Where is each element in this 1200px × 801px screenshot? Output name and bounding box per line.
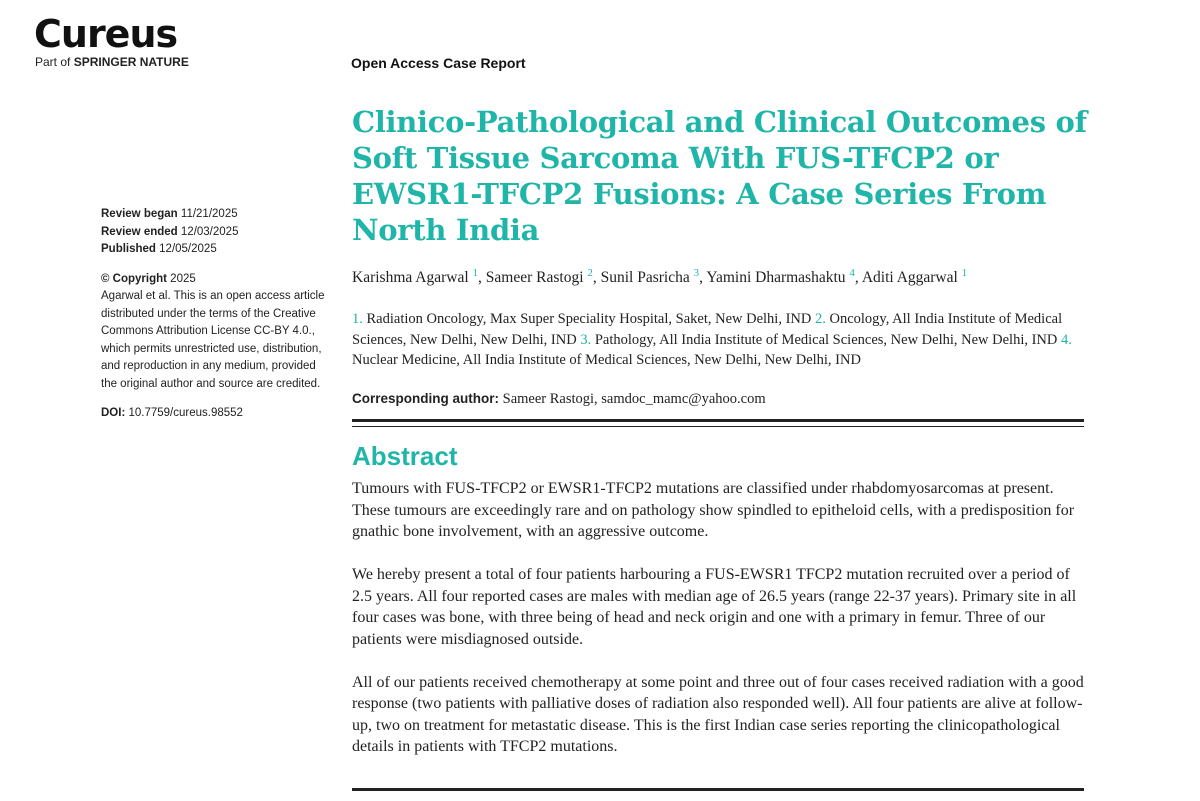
- doi-link[interactable]: 10.7759/cureus.98552: [128, 407, 243, 419]
- published-row: [101, 241, 326, 259]
- article-sidebar: [101, 206, 326, 423]
- affiliation-text: Pathology, All India Institute of Medical Sciences, New Delhi, New Delhi, IND: [594, 331, 1058, 348]
- divider-thin: [352, 426, 1084, 427]
- author-affiliation-ref: 4: [849, 267, 855, 279]
- abstract-paragraph: We hereby present a total of four patients harbouring a FUS-EWSR1 TFCP2 mutation recruited over a period of 2.5 years. All four reported cases are males with median age of 26.5 years (range 22-37 years). Primary site in all four cases was bone, with three being of head and neck origin and one with a primary in femur. Three of our patients were misdiagnosed outside.: [352, 566, 1077, 648]
- logo-sub-brand: SPRINGER NATURE: [73, 55, 189, 69]
- article-header: [352, 104, 1092, 408]
- corresponding-author: [352, 391, 1092, 408]
- author-name[interactable]: Karishma Agarwal: [352, 269, 469, 287]
- copyright-label: © Copyright: [101, 272, 167, 285]
- abstract-paragraph: All of our patients received chemotherapy at some point and three out of four cases received radiation with a good response (two patients with palliative doses of radiation also responded well). All four patients are alive at follow-up, two on treatment for metastatic disease. This is the first Indian case series reporting the clinicopathological details in patients with TFCP2 mutations.: [352, 673, 1084, 755]
- affiliation-number: 2.: [814, 311, 826, 328]
- author-name[interactable]: Yamini Dharmashaktu: [706, 269, 846, 287]
- logo-publisher-line: [35, 55, 189, 69]
- author-name[interactable]: Sunil Pasricha: [600, 269, 690, 287]
- published-date: 12/05/2025: [159, 243, 217, 255]
- review-began-row: [101, 206, 326, 224]
- affiliation-text: Nuclear Medicine, All India Institute of Medical Sciences, New Delhi, New Delhi, IND: [352, 352, 861, 369]
- cureus-logo[interactable]: [34, 14, 189, 69]
- review-began-label: Review began: [101, 208, 178, 220]
- author-separator: ,: [592, 269, 601, 287]
- corresponding-label: Corresponding author:: [352, 390, 499, 406]
- review-ended-label: Review ended: [101, 225, 178, 238]
- abstract-paragraph: Tumours with FUS-TFCP2 or EWSR1-TFCP2 mutations are classified under rhabdomyosarcomas at present. These tumours are exceedingly rare and on pathology show spindled to epitheloid cells, with a predisposition for gnathic bone involvement, with an aggressive outcome.: [352, 480, 1075, 540]
- author-list: [352, 267, 1092, 287]
- affiliation-text: Radiation Oncology, Max Super Speciality Hospital, Saket, New Delhi, IND: [366, 311, 812, 328]
- abstract-body: [352, 478, 1092, 779]
- published-label: Published: [101, 243, 156, 255]
- divider-bottom: [352, 788, 1084, 791]
- divider-thick: [352, 419, 1084, 422]
- corresponding-text[interactable]: Sameer Rastogi, samdoc_mamc@yahoo.com: [502, 390, 766, 407]
- author-affiliation-ref: 1: [961, 267, 968, 279]
- logo-sub-prefix: Part of: [35, 55, 71, 69]
- review-ended-date: 12/03/2025: [180, 225, 239, 238]
- author-name[interactable]: Aditi Aggarwal: [861, 269, 958, 287]
- copyright-row: [101, 271, 326, 289]
- license-text: Agarwal et al. This is an open access article distributed under the terms of the Creative Commons Attribution License CC-BY 4.0., which permits unrestricted use, distribution, and reproduction in any medium, provided the original author and source are credited.: [101, 290, 325, 390]
- doi-row: [101, 405, 326, 423]
- review-began-date: 11/21/2025: [180, 208, 238, 220]
- article-type: Open Access Case Report: [351, 55, 526, 71]
- copyright-year: 2025: [170, 272, 196, 285]
- doi-label: DOI:: [101, 407, 126, 419]
- author-affiliation-ref: 1: [472, 267, 479, 279]
- affiliation-number: 1.: [352, 311, 363, 328]
- review-ended-row: [101, 224, 326, 242]
- affiliation-number: 4.: [1061, 331, 1072, 348]
- abstract-heading: Abstract: [352, 441, 458, 471]
- author-affiliation-ref: 2: [587, 267, 593, 279]
- article-title: Clinico-Pathological and Clinical Outcomes of Soft Tissue Sarcoma With FUS-TFCP2 or EWSR1-TFCP2 Fusions: A Case Series From North India: [352, 105, 1087, 247]
- author-separator: ,: [854, 269, 862, 287]
- author-separator: ,: [478, 269, 486, 287]
- author-affiliation-ref: 3: [693, 267, 700, 279]
- author-separator: ,: [699, 269, 707, 287]
- affiliation-text: Oncology, All India Institute of Medical Sciences, New Delhi, New Delhi, IND: [352, 311, 1063, 348]
- affiliation-list: [352, 309, 1092, 371]
- logo-wordmark: Cureus: [34, 12, 178, 56]
- affiliation-number: 3.: [580, 331, 592, 348]
- author-name[interactable]: Sameer Rastogi: [485, 269, 584, 287]
